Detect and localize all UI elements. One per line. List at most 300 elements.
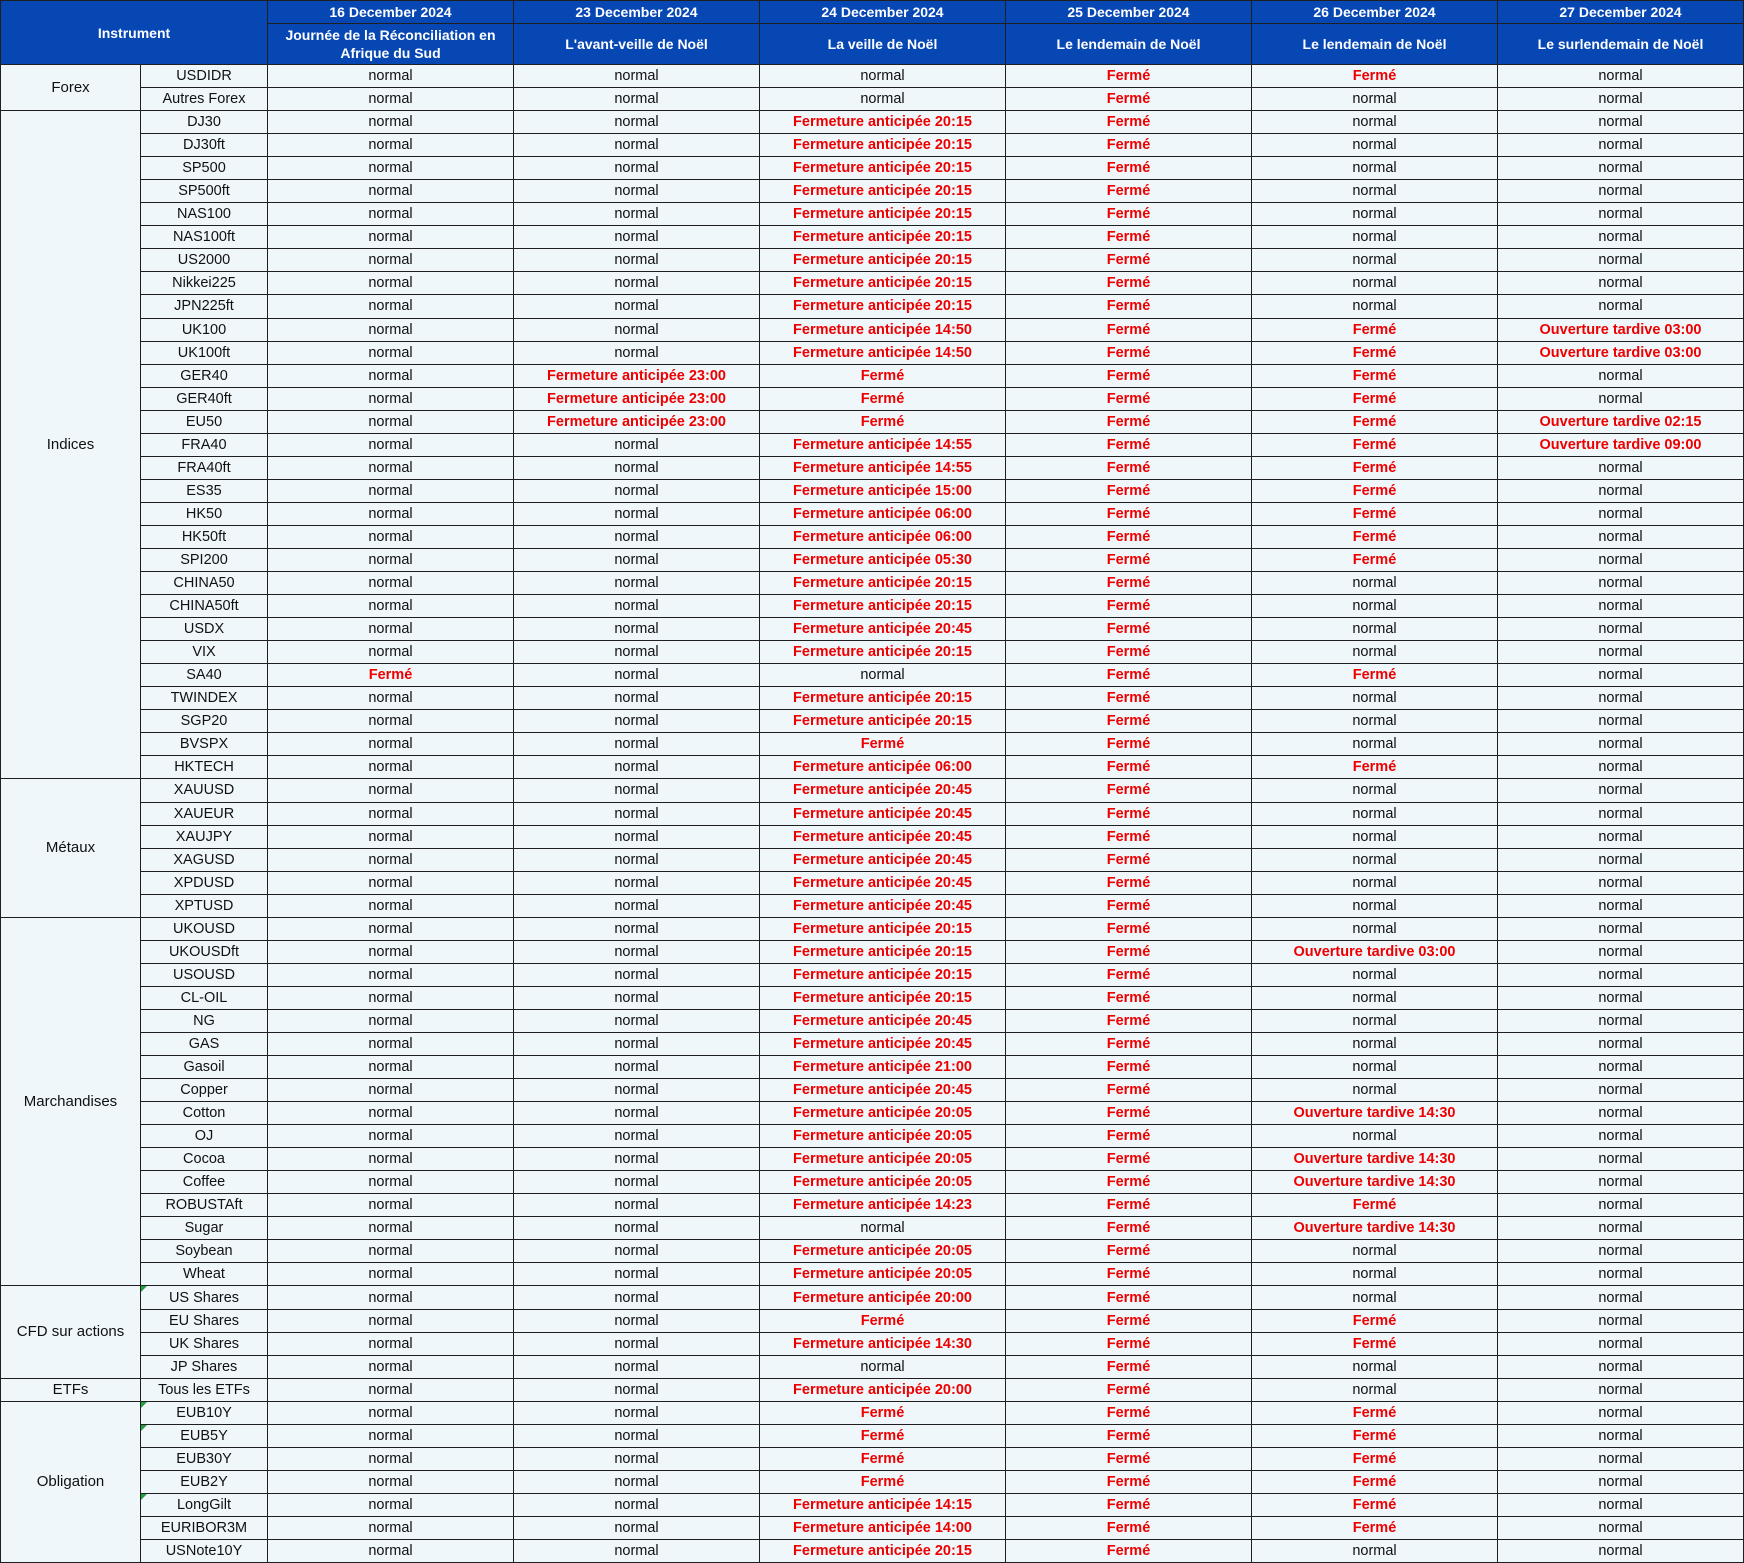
status-cell: normal	[1252, 272, 1498, 295]
status-cell: Fermé	[760, 733, 1006, 756]
table-row	[1, 226, 1744, 249]
table-row	[1, 1009, 1744, 1032]
status-cell: normal	[514, 111, 760, 134]
status-cell: normal	[514, 479, 760, 502]
instrument-cell: US Shares	[141, 1286, 268, 1309]
status-cell: normal	[514, 963, 760, 986]
instrument-cell: HK50	[141, 502, 268, 525]
table-row	[1, 318, 1744, 341]
instrument-cell: XAGUSD	[141, 848, 268, 871]
status-cell: normal	[514, 456, 760, 479]
instrument-cell: UK100	[141, 318, 268, 341]
status-cell: normal	[514, 1125, 760, 1148]
status-cell: Fermeture anticipée 20:15	[760, 917, 1006, 940]
table-row	[1, 1194, 1744, 1217]
table-row	[1, 986, 1744, 1009]
status-cell: normal	[1498, 134, 1744, 157]
status-cell: normal	[1498, 1009, 1744, 1032]
status-cell: Fermé	[1006, 1079, 1252, 1102]
table-row	[1, 572, 1744, 595]
instrument-cell: Soybean	[141, 1240, 268, 1263]
status-cell: Fermeture anticipée 20:45	[760, 825, 1006, 848]
status-cell: Fermé	[1252, 1516, 1498, 1539]
status-cell: Fermé	[1252, 525, 1498, 548]
status-cell: normal	[514, 825, 760, 848]
status-cell: normal	[514, 1194, 760, 1217]
status-cell: Fermé	[760, 1424, 1006, 1447]
status-cell: normal	[514, 1516, 760, 1539]
table-row	[1, 525, 1744, 548]
status-cell: normal	[268, 1493, 514, 1516]
status-cell: Fermé	[1006, 756, 1252, 779]
status-cell: Fermé	[1006, 710, 1252, 733]
status-cell: normal	[1252, 295, 1498, 318]
instrument-cell: HKTECH	[141, 756, 268, 779]
status-cell: Fermé	[1252, 479, 1498, 502]
status-cell: normal	[1252, 825, 1498, 848]
status-cell: normal	[1498, 1148, 1744, 1171]
status-cell: normal	[514, 180, 760, 203]
instrument-cell: SP500ft	[141, 180, 268, 203]
status-cell: Fermeture anticipée 14:30	[760, 1332, 1006, 1355]
status-cell: Fermeture anticipée 20:05	[760, 1171, 1006, 1194]
status-cell: normal	[268, 1424, 514, 1447]
table-row	[1, 1309, 1744, 1332]
status-cell: normal	[514, 249, 760, 272]
status-cell: normal	[1498, 1286, 1744, 1309]
category-cell: Marchandises	[1, 917, 141, 1286]
status-cell: normal	[514, 134, 760, 157]
status-cell: normal	[514, 940, 760, 963]
status-cell: Fermeture anticipée 20:00	[760, 1378, 1006, 1401]
status-cell: normal	[268, 1009, 514, 1032]
table-row	[1, 1355, 1744, 1378]
status-cell: normal	[268, 963, 514, 986]
status-cell: normal	[514, 226, 760, 249]
instrument-cell: Nikkei225	[141, 272, 268, 295]
status-cell: normal	[1252, 157, 1498, 180]
table-row	[1, 111, 1744, 134]
status-cell: normal	[1498, 1217, 1744, 1240]
status-cell: Fermeture anticipée 20:15	[760, 111, 1006, 134]
status-cell: Fermé	[1006, 502, 1252, 525]
table-row	[1, 1332, 1744, 1355]
status-cell: normal	[268, 479, 514, 502]
status-cell: normal	[1498, 595, 1744, 618]
status-cell: Fermé	[1006, 364, 1252, 387]
status-cell: Fermeture anticipée 20:45	[760, 871, 1006, 894]
instrument-cell: ROBUSTAft	[141, 1194, 268, 1217]
status-cell: normal	[1498, 687, 1744, 710]
status-cell: normal	[514, 272, 760, 295]
status-cell: normal	[1498, 1309, 1744, 1332]
instrument-cell: SGP20	[141, 710, 268, 733]
status-cell: Fermé	[1252, 1309, 1498, 1332]
status-cell: Ouverture tardive 03:00	[1498, 318, 1744, 341]
status-cell: normal	[514, 1171, 760, 1194]
status-cell: Fermeture anticipée 20:45	[760, 1009, 1006, 1032]
status-cell: Fermeture anticipée 21:00	[760, 1056, 1006, 1079]
status-cell: normal	[1252, 1079, 1498, 1102]
status-cell: normal	[514, 1470, 760, 1493]
status-cell: normal	[1498, 180, 1744, 203]
instrument-cell: HK50ft	[141, 525, 268, 548]
table-row	[1, 595, 1744, 618]
instrument-cell: EURIBOR3M	[141, 1516, 268, 1539]
status-cell: normal	[268, 410, 514, 433]
status-cell: Fermé	[1006, 1056, 1252, 1079]
status-cell: normal	[268, 1056, 514, 1079]
status-cell: Fermeture anticipée 20:15	[760, 180, 1006, 203]
status-cell: Fermé	[1006, 180, 1252, 203]
status-cell: normal	[514, 1079, 760, 1102]
table-row	[1, 641, 1744, 664]
table-row	[1, 1378, 1744, 1401]
status-cell: Fermeture anticipée 20:15	[760, 1540, 1006, 1563]
status-cell: normal	[514, 1148, 760, 1171]
status-cell: normal	[268, 687, 514, 710]
table-row	[1, 779, 1744, 802]
status-cell: Fermé	[1252, 1424, 1498, 1447]
status-cell: Fermé	[1006, 226, 1252, 249]
table-row	[1, 180, 1744, 203]
status-cell: Fermeture anticipée 20:15	[760, 986, 1006, 1009]
status-cell: normal	[268, 1148, 514, 1171]
status-cell: Fermé	[1006, 387, 1252, 410]
table-row	[1, 618, 1744, 641]
status-cell: normal	[1252, 641, 1498, 664]
status-cell: normal	[1252, 618, 1498, 641]
status-cell: Fermé	[1006, 1355, 1252, 1378]
status-cell: normal	[268, 1378, 514, 1401]
category-cell: Indices	[1, 111, 141, 779]
status-cell: normal	[514, 986, 760, 1009]
status-cell: normal	[514, 1102, 760, 1125]
status-cell: Ouverture tardive 14:30	[1252, 1148, 1498, 1171]
status-cell: normal	[1498, 802, 1744, 825]
status-cell: Fermeture anticipée 14:15	[760, 1493, 1006, 1516]
status-cell: Fermé	[1006, 157, 1252, 180]
status-cell: normal	[1252, 1286, 1498, 1309]
status-cell: normal	[1498, 387, 1744, 410]
status-cell: normal	[514, 894, 760, 917]
status-cell: Fermeture anticipée 20:15	[760, 157, 1006, 180]
instrument-cell: USDX	[141, 618, 268, 641]
status-cell: normal	[268, 710, 514, 733]
status-cell: Ouverture tardive 09:00	[1498, 433, 1744, 456]
category-cell: Obligation	[1, 1401, 141, 1562]
instrument-cell: DJ30ft	[141, 134, 268, 157]
status-cell: Fermé	[1006, 1194, 1252, 1217]
status-cell: Fermeture anticipée 20:15	[760, 641, 1006, 664]
status-cell: normal	[1252, 963, 1498, 986]
status-cell: normal	[1498, 479, 1744, 502]
status-cell: normal	[268, 779, 514, 802]
status-cell: normal	[1252, 180, 1498, 203]
status-cell: normal	[514, 779, 760, 802]
status-cell: Fermé	[1006, 1401, 1252, 1424]
status-cell: Fermé	[1006, 548, 1252, 571]
table-row	[1, 1424, 1744, 1447]
status-cell: Fermeture anticipée 06:00	[760, 756, 1006, 779]
status-cell: Fermé	[1252, 756, 1498, 779]
status-cell: normal	[1498, 572, 1744, 595]
instrument-cell: Coffee	[141, 1171, 268, 1194]
status-cell: Fermé	[1252, 318, 1498, 341]
status-cell: Fermé	[760, 364, 1006, 387]
status-cell: normal	[1498, 456, 1744, 479]
status-cell: normal	[268, 1355, 514, 1378]
status-cell: Fermé	[1252, 548, 1498, 571]
instrument-cell: EU50	[141, 410, 268, 433]
status-cell: Fermé	[1006, 1447, 1252, 1470]
status-cell: Fermeture anticipée 20:15	[760, 595, 1006, 618]
status-cell: Fermé	[760, 1401, 1006, 1424]
status-cell: Fermé	[760, 1447, 1006, 1470]
status-cell: Fermé	[1006, 825, 1252, 848]
instrument-cell: JP Shares	[141, 1355, 268, 1378]
table-row	[1, 387, 1744, 410]
status-cell: normal	[1252, 733, 1498, 756]
status-cell: normal	[268, 295, 514, 318]
status-cell: Fermé	[1006, 963, 1252, 986]
status-cell: normal	[514, 1332, 760, 1355]
status-cell: normal	[1252, 226, 1498, 249]
status-cell: normal	[268, 318, 514, 341]
status-cell: Fermé	[1006, 410, 1252, 433]
status-cell: normal	[1498, 710, 1744, 733]
instrument-cell: DJ30	[141, 111, 268, 134]
status-cell: normal	[268, 1470, 514, 1493]
status-cell: normal	[1498, 525, 1744, 548]
status-cell: Fermeture anticipée 14:50	[760, 341, 1006, 364]
status-cell: Fermé	[1006, 733, 1252, 756]
status-cell: normal	[1252, 917, 1498, 940]
table-row	[1, 802, 1744, 825]
table-row	[1, 272, 1744, 295]
status-cell: normal	[268, 595, 514, 618]
status-cell: normal	[514, 664, 760, 687]
status-cell: normal	[514, 203, 760, 226]
status-cell: normal	[514, 1309, 760, 1332]
status-cell: normal	[1498, 963, 1744, 986]
status-cell: Fermé	[1252, 502, 1498, 525]
table-row	[1, 687, 1744, 710]
status-cell: normal	[268, 1102, 514, 1125]
table-row	[1, 134, 1744, 157]
status-cell: normal	[268, 1401, 514, 1424]
status-cell: normal	[268, 1447, 514, 1470]
status-cell: normal	[514, 318, 760, 341]
instrument-cell: TWINDEX	[141, 687, 268, 710]
status-cell: normal	[1498, 1240, 1744, 1263]
status-cell: normal	[268, 502, 514, 525]
status-cell: normal	[1252, 88, 1498, 111]
status-cell: normal	[760, 88, 1006, 111]
status-cell: normal	[1252, 572, 1498, 595]
status-cell: Fermé	[1006, 664, 1252, 687]
status-cell: normal	[1252, 1009, 1498, 1032]
status-cell: Fermé	[1006, 1309, 1252, 1332]
status-cell: normal	[268, 1194, 514, 1217]
status-cell: normal	[1498, 1079, 1744, 1102]
status-cell: normal	[268, 848, 514, 871]
instrument-cell: SA40	[141, 664, 268, 687]
instrument-cell: XPDUSD	[141, 871, 268, 894]
instrument-cell: JPN225ft	[141, 295, 268, 318]
table-row	[1, 710, 1744, 733]
status-cell: Fermé	[760, 1309, 1006, 1332]
status-cell: normal	[1498, 295, 1744, 318]
status-cell: normal	[268, 134, 514, 157]
status-cell: Fermé	[1252, 1470, 1498, 1493]
instrument-cell: FRA40ft	[141, 456, 268, 479]
status-cell: Fermé	[1006, 687, 1252, 710]
instrument-cell: UKOUSD	[141, 917, 268, 940]
status-cell: Fermé	[1006, 456, 1252, 479]
status-cell: normal	[514, 687, 760, 710]
instrument-cell: GER40ft	[141, 387, 268, 410]
status-cell: Fermé	[1006, 802, 1252, 825]
status-cell: normal	[268, 180, 514, 203]
status-cell: normal	[268, 1286, 514, 1309]
status-cell: normal	[1498, 111, 1744, 134]
status-cell: normal	[268, 1171, 514, 1194]
status-cell: Fermé	[1006, 341, 1252, 364]
status-cell: normal	[1252, 1240, 1498, 1263]
status-cell: Fermé	[1006, 641, 1252, 664]
status-cell: normal	[514, 548, 760, 571]
status-cell: Fermé	[1252, 433, 1498, 456]
date-header: 25 December 2024	[1006, 1, 1252, 24]
status-cell: normal	[1252, 871, 1498, 894]
status-cell: normal	[1252, 1355, 1498, 1378]
status-cell: normal	[514, 341, 760, 364]
status-cell: normal	[514, 1056, 760, 1079]
status-cell: Fermé	[1006, 618, 1252, 641]
status-cell: normal	[514, 1540, 760, 1563]
table-row	[1, 1493, 1744, 1516]
status-cell: normal	[1252, 894, 1498, 917]
status-cell: normal	[514, 1355, 760, 1378]
status-cell: normal	[1498, 1493, 1744, 1516]
status-cell: Fermé	[1006, 318, 1252, 341]
status-cell: normal	[1498, 226, 1744, 249]
status-cell: normal	[268, 1217, 514, 1240]
status-cell: Fermé	[1006, 479, 1252, 502]
status-cell: Fermeture anticipée 20:00	[760, 1286, 1006, 1309]
status-cell: Ouverture tardive 14:30	[1252, 1171, 1498, 1194]
status-cell: normal	[1498, 1378, 1744, 1401]
status-cell: Fermé	[1006, 1263, 1252, 1286]
table-row	[1, 65, 1744, 88]
status-cell: Fermeture anticipée 20:45	[760, 779, 1006, 802]
status-cell: Fermeture anticipée 06:00	[760, 502, 1006, 525]
status-cell: Fermeture anticipée 20:05	[760, 1102, 1006, 1125]
instrument-cell: USNote10Y	[141, 1540, 268, 1563]
status-cell: Fermé	[1252, 364, 1498, 387]
status-cell: normal	[760, 664, 1006, 687]
table-row	[1, 940, 1744, 963]
category-cell: CFD sur actions	[1, 1286, 141, 1378]
table-row	[1, 1516, 1744, 1539]
status-cell: normal	[760, 65, 1006, 88]
table-row	[1, 848, 1744, 871]
table-row	[1, 456, 1744, 479]
status-cell: normal	[1498, 88, 1744, 111]
status-cell: normal	[1252, 802, 1498, 825]
status-cell: normal	[268, 249, 514, 272]
status-cell: normal	[1252, 1125, 1498, 1148]
table-row	[1, 502, 1744, 525]
status-cell: normal	[1498, 641, 1744, 664]
status-cell: normal	[514, 595, 760, 618]
status-cell: Fermé	[1006, 1378, 1252, 1401]
instrument-cell: XAUUSD	[141, 779, 268, 802]
status-cell: Fermé	[1252, 1332, 1498, 1355]
table-row	[1, 433, 1744, 456]
status-cell: normal	[1252, 1056, 1498, 1079]
status-cell: Fermeture anticipée 20:45	[760, 848, 1006, 871]
status-cell: Fermé	[1006, 433, 1252, 456]
table-row	[1, 894, 1744, 917]
table-row	[1, 1079, 1744, 1102]
status-cell: normal	[268, 1032, 514, 1055]
status-cell: Fermeture anticipée 20:15	[760, 295, 1006, 318]
instrument-cell: Copper	[141, 1079, 268, 1102]
status-cell: Fermeture anticipée 20:15	[760, 134, 1006, 157]
category-cell: ETFs	[1, 1378, 141, 1401]
status-cell: Fermé	[1252, 456, 1498, 479]
table-row	[1, 1447, 1744, 1470]
status-cell: Fermé	[1006, 295, 1252, 318]
table-row	[1, 364, 1744, 387]
table-row	[1, 1148, 1744, 1171]
status-cell: Fermeture anticipée 14:50	[760, 318, 1006, 341]
status-cell: normal	[514, 525, 760, 548]
status-cell: Fermé	[1006, 1032, 1252, 1055]
status-cell: normal	[514, 1217, 760, 1240]
status-cell: normal	[514, 1447, 760, 1470]
status-cell: normal	[1498, 756, 1744, 779]
status-cell: Fermeture anticipée 23:00	[514, 364, 760, 387]
status-cell: Fermeture anticipée 23:00	[514, 387, 760, 410]
status-cell: Fermé	[1006, 917, 1252, 940]
instrument-cell: USDIDR	[141, 65, 268, 88]
status-cell: normal	[514, 1240, 760, 1263]
status-cell: normal	[1252, 111, 1498, 134]
instrument-cell: EUB10Y	[141, 1401, 268, 1424]
status-cell: normal	[268, 1332, 514, 1355]
status-cell: normal	[268, 433, 514, 456]
instrument-cell: CHINA50ft	[141, 595, 268, 618]
status-cell: Fermé	[1006, 134, 1252, 157]
instrument-cell: BVSPX	[141, 733, 268, 756]
table-row	[1, 88, 1744, 111]
status-cell: normal	[268, 917, 514, 940]
status-cell: normal	[1498, 1355, 1744, 1378]
instrument-cell: VIX	[141, 641, 268, 664]
status-cell: normal	[1498, 1540, 1744, 1563]
status-cell: Fermeture anticipée 20:05	[760, 1125, 1006, 1148]
status-cell: Fermeture anticipée 20:15	[760, 226, 1006, 249]
status-cell: normal	[268, 456, 514, 479]
status-cell: normal	[514, 157, 760, 180]
status-cell: normal	[1498, 502, 1744, 525]
status-cell: normal	[1498, 249, 1744, 272]
status-cell: normal	[268, 1516, 514, 1539]
status-cell: normal	[1252, 1540, 1498, 1563]
